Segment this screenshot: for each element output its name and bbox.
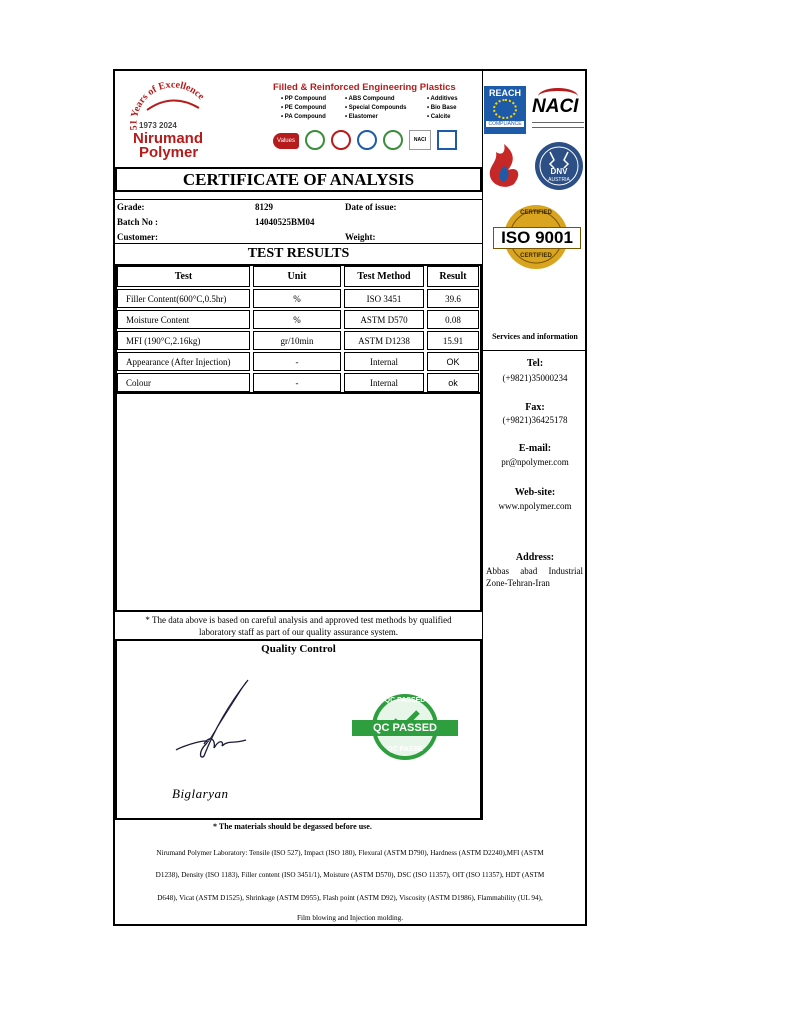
grade-value: 8129 bbox=[255, 202, 273, 212]
sidebar-rule bbox=[483, 350, 587, 351]
dnv-seal-icon bbox=[532, 140, 586, 192]
website-value: www.npolymer.com bbox=[498, 501, 572, 511]
value-icon-naci: NACI bbox=[409, 130, 431, 150]
tel-label: Tel: bbox=[526, 358, 544, 369]
table-row-method: ISO 3451 bbox=[344, 289, 424, 308]
fax-label: Fax: bbox=[525, 402, 545, 413]
value-icon-1 bbox=[305, 130, 325, 150]
table-row-test: Appearance (After Injection) bbox=[117, 352, 250, 371]
eu-stars-icon bbox=[493, 99, 517, 119]
table-row-test: Moisture Content bbox=[117, 310, 250, 329]
grade-label: Grade: bbox=[117, 202, 145, 212]
logo-years: 1973 2024 bbox=[139, 121, 177, 130]
product-banner bbox=[273, 82, 478, 164]
table-row-unit: - bbox=[253, 373, 341, 392]
banner-col-2: • ABS Compound • Special Compounds • Elastomer bbox=[345, 96, 407, 120]
naci-badge: NACI bbox=[530, 88, 586, 132]
services-heading: Services and information bbox=[492, 332, 578, 341]
table-row-result: 15.91 bbox=[427, 331, 479, 350]
value-icon-4 bbox=[383, 130, 403, 150]
data-note-line-2: laboratory staff as part of our quality assurance system. bbox=[198, 627, 399, 637]
email-value: pr@npolymer.com bbox=[501, 457, 569, 467]
table-row-result: ok bbox=[427, 373, 479, 392]
fax-value: (+9821)36425178 bbox=[502, 415, 568, 425]
banner-col-3: • Additives • Bio Base • Calcite bbox=[427, 96, 458, 120]
lab-methods-line-1: Nirumand Polymer Laboratory: Tensile (ISO 527), Impact (ISO 180), Flexural (ASTM D790), Hardness (ASTM D2240),MFI (ASTM bbox=[156, 849, 544, 857]
values-tag: Values bbox=[273, 133, 299, 149]
table-row-result: OK bbox=[427, 352, 479, 371]
quality-control-title: Quality Control bbox=[261, 643, 336, 655]
address-line-2: Zone-Tehran-Iran bbox=[486, 578, 550, 588]
logo-name-2: Polymer bbox=[139, 144, 199, 161]
table-header-result: Result bbox=[427, 266, 479, 287]
date-of-issue-label: Date of issue: bbox=[345, 202, 397, 212]
table-header-method: Test Method bbox=[344, 266, 424, 287]
degas-note: * The materials should be degassed before use. bbox=[213, 822, 372, 831]
batch-value: 14040525BM04 bbox=[255, 217, 315, 227]
logo-arc-text: 51 Years of Excellence bbox=[128, 79, 207, 131]
values-strip bbox=[273, 127, 468, 157]
customer-label: Customer: bbox=[117, 232, 158, 242]
table-row-test: MFI (190°C,2.16kg) bbox=[117, 331, 250, 350]
signature-name: Biglaryan bbox=[172, 786, 229, 801]
table-row-method: Internal bbox=[344, 373, 424, 392]
dnv-badge: DNV AUSTRIA bbox=[532, 140, 586, 192]
qc-passed-stamp: QC PASSED QC PASSED QC PASSE bbox=[352, 694, 458, 760]
logo-name-1: Nirumand bbox=[133, 130, 204, 147]
signature-icon bbox=[170, 678, 260, 763]
value-icon-3 bbox=[357, 130, 377, 150]
title-box bbox=[115, 167, 482, 192]
lab-methods-line-3: D648), Vicat (ASTM D1525), Shrinkage (ASTM D955), Flash point (ASTM D92), Viscosity (ASTM D1986), Flammability (UL 94), bbox=[157, 894, 543, 902]
banner-col-1: • PP Compound • PE Compound • PA Compound bbox=[281, 96, 327, 120]
lab-methods-line-2: D1238), Density (ISO 1183), Filler content (ISO 3451/1), Moisture (ASTM D570), DSC (ISO 11357), OIT (ISO 11357), HDT (ASTM bbox=[155, 871, 545, 879]
website-label: Web-site: bbox=[514, 487, 556, 498]
banner-title: Filled & Reinforced Engineering Plastics bbox=[273, 82, 456, 93]
company-logo bbox=[125, 78, 220, 163]
table-row-method: Internal bbox=[344, 352, 424, 371]
batch-label: Batch No : bbox=[117, 217, 158, 227]
data-note-line-1: * The data above is based on careful analysis and approved test methods by qualified bbox=[145, 615, 452, 625]
value-icon-2 bbox=[331, 130, 351, 150]
table-row-unit: gr/10min bbox=[253, 331, 341, 350]
table-row-method: ASTM D570 bbox=[344, 310, 424, 329]
blank-results-area bbox=[115, 394, 482, 612]
value-icon-6 bbox=[437, 130, 457, 150]
address-label: Address: bbox=[515, 552, 555, 563]
page-title: CERTIFICATE OF ANALYSIS bbox=[182, 169, 415, 189]
email-label: E-mail: bbox=[518, 443, 552, 454]
table-row-unit: % bbox=[253, 289, 341, 308]
table-row-result: 39.6 bbox=[427, 289, 479, 308]
flame-icon bbox=[484, 140, 530, 190]
table-row-result: 0.08 bbox=[427, 310, 479, 329]
iso-9001-seal: CERTIFIED ISO 9001 CERTIFIED bbox=[497, 203, 575, 271]
table-header-unit: Unit bbox=[253, 266, 341, 287]
table-row-test: Filler Content(600°C,0.5hr) bbox=[117, 289, 250, 308]
flame-logo bbox=[484, 140, 530, 190]
reach-badge: REACH COMPLIANCE bbox=[484, 86, 526, 134]
naci-caption bbox=[532, 122, 584, 128]
lab-methods-line-4: Film blowing and Injection molding. bbox=[296, 914, 403, 922]
table-row-unit: % bbox=[253, 310, 341, 329]
table-row-unit: - bbox=[253, 352, 341, 371]
tel-value: (+9821)35000234 bbox=[502, 373, 568, 383]
address-line-1: Abbas abad Industrial bbox=[486, 566, 583, 576]
test-results-title: TEST RESULTS bbox=[247, 246, 350, 261]
info-rule-top bbox=[115, 199, 482, 200]
table-header-test: Test bbox=[117, 266, 250, 287]
table-row-test: Colour bbox=[117, 373, 250, 392]
info-rule-bottom bbox=[115, 243, 482, 244]
table-row-method: ASTM D1238 bbox=[344, 331, 424, 350]
weight-label: Weight: bbox=[345, 232, 376, 242]
